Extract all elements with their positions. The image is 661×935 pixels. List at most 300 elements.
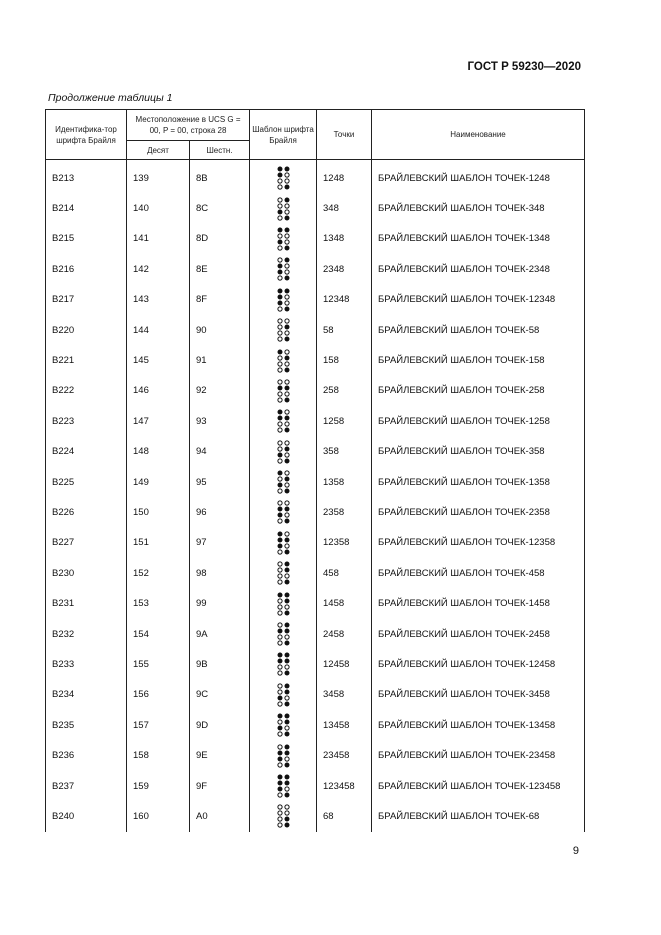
cell-decimal: 142	[127, 254, 190, 284]
braille-dot-flat	[277, 623, 281, 627]
table-row	[46, 558, 585, 588]
braille-dot-raised	[284, 489, 289, 494]
cell-decimal: 145	[127, 345, 190, 375]
braille-dot-flat	[277, 702, 281, 706]
braille-glyph-icon	[277, 561, 290, 585]
braille-dot-flat	[277, 380, 281, 384]
cell-name: БРАЙЛЕВСКИЙ ШАБЛОН ТОЧЕК-123458	[372, 771, 585, 801]
braille-dot-raised	[277, 410, 282, 415]
cell-braille-pattern	[250, 649, 317, 679]
braille-dot-flat	[284, 234, 288, 238]
braille-glyph-icon	[277, 166, 290, 190]
cell-hex: 8D	[190, 224, 250, 254]
braille-dot-raised	[277, 787, 282, 792]
table-row	[46, 740, 585, 770]
braille-dot-raised	[277, 714, 282, 719]
braille-dot-flat	[284, 331, 288, 335]
braille-dot-raised	[284, 610, 289, 615]
braille-dot-raised	[284, 385, 289, 390]
cell-braille-pattern	[250, 588, 317, 618]
cell-hex: 95	[190, 467, 250, 497]
cell-decimal: 150	[127, 497, 190, 527]
cell-name: БРАЙЛЕВСКИЙ ШАБЛОН ТОЧЕК-2348	[372, 254, 585, 284]
braille-dot-raised	[284, 367, 289, 372]
braille-dot-raised	[284, 337, 289, 342]
braille-dot-flat	[284, 574, 288, 578]
cell-hex: 9B	[190, 649, 250, 679]
braille-dot-flat	[277, 489, 281, 493]
braille-dot-raised	[284, 288, 289, 293]
header-hex: Шестн.	[190, 141, 250, 160]
cell-identifier: B220	[46, 315, 127, 345]
braille-dot-flat	[277, 331, 281, 335]
braille-dot-flat	[277, 307, 281, 311]
braille-dot-flat	[277, 720, 281, 724]
braille-dot-raised	[284, 519, 289, 524]
braille-dot-flat	[277, 325, 281, 329]
braille-dot-raised	[284, 629, 289, 634]
braille-dot-raised	[277, 756, 282, 761]
cell-braille-pattern	[250, 467, 317, 497]
braille-dot-raised	[284, 446, 289, 451]
cell-dots: 358	[317, 437, 372, 467]
braille-glyph-icon	[277, 713, 290, 737]
braille-dot-raised	[284, 276, 289, 281]
braille-dot-raised	[284, 507, 289, 512]
braille-dot-flat	[277, 447, 281, 451]
cell-hex: 9C	[190, 680, 250, 710]
cell-decimal: 154	[127, 619, 190, 649]
braille-dot-raised	[277, 695, 282, 700]
table-row	[46, 467, 585, 497]
cell-dots: 1458	[317, 588, 372, 618]
braille-dot-raised	[277, 452, 282, 457]
cell-name: БРАЙЛЕВСКИЙ ШАБЛОН ТОЧЕК-348	[372, 193, 585, 223]
cell-dots: 458	[317, 558, 372, 588]
cell-name: БРАЙЛЕВСКИЙ ШАБЛОН ТОЧЕК-1348	[372, 224, 585, 254]
cell-identifier: B231	[46, 588, 127, 618]
cell-identifier: B232	[46, 619, 127, 649]
cell-braille-pattern	[250, 497, 317, 527]
braille-dot-raised	[284, 568, 289, 573]
braille-dot-flat	[284, 453, 288, 457]
braille-glyph-icon	[277, 804, 290, 828]
cell-hex: 97	[190, 528, 250, 558]
braille-dot-flat	[277, 361, 281, 365]
braille-dot-raised	[284, 306, 289, 311]
cell-braille-pattern	[250, 345, 317, 375]
cell-name: БРАЙЛЕВСКИЙ ШАБЛОН ТОЧЕК-58	[372, 315, 585, 345]
braille-dot-raised	[284, 683, 289, 688]
braille-dot-raised	[284, 428, 289, 433]
cell-identifier: B237	[46, 771, 127, 801]
braille-dot-raised	[284, 714, 289, 719]
cell-hex: 99	[190, 588, 250, 618]
braille-dot-raised	[277, 294, 282, 299]
table-row	[46, 497, 585, 527]
braille-dot-flat	[284, 264, 288, 268]
cell-dots: 258	[317, 376, 372, 406]
cell-identifier: B215	[46, 224, 127, 254]
cell-identifier: B216	[46, 254, 127, 284]
cell-decimal: 151	[127, 528, 190, 558]
cell-braille-pattern	[250, 224, 317, 254]
cell-decimal: 149	[127, 467, 190, 497]
braille-dot-raised	[284, 592, 289, 597]
header-dots: Точки	[317, 110, 372, 160]
header-ucs-location: Местоположение в UCS G = 00, P = 00, строка 28	[127, 110, 250, 141]
braille-dot-raised	[284, 167, 289, 172]
cell-braille-pattern	[250, 254, 317, 284]
cell-name: БРАЙЛЕВСКИЙ ШАБЛОН ТОЧЕК-2458	[372, 619, 585, 649]
cell-identifier: B221	[46, 345, 127, 375]
cell-hex: 96	[190, 497, 250, 527]
braille-dot-raised	[284, 762, 289, 767]
cell-hex: 94	[190, 437, 250, 467]
table-row	[46, 224, 585, 254]
braille-dot-raised	[284, 793, 289, 798]
cell-braille-pattern	[250, 710, 317, 740]
cell-decimal: 157	[127, 710, 190, 740]
cell-identifier: B240	[46, 801, 127, 831]
cell-hex: 9E	[190, 740, 250, 770]
braille-dot-raised	[277, 227, 282, 232]
table-row	[46, 680, 585, 710]
cell-decimal: 147	[127, 406, 190, 436]
cell-hex: 90	[190, 315, 250, 345]
cell-dots: 2348	[317, 254, 372, 284]
braille-dot-flat	[284, 605, 288, 609]
braille-dot-flat	[277, 763, 281, 767]
braille-dot-flat	[277, 355, 281, 359]
cell-braille-pattern	[250, 160, 317, 194]
braille-glyph-icon	[277, 197, 290, 221]
braille-dot-flat	[277, 477, 281, 481]
cell-name: БРАЙЛЕВСКИЙ ШАБЛОН ТОЧЕК-12358	[372, 528, 585, 558]
braille-dot-raised	[284, 641, 289, 646]
cell-braille-pattern	[250, 285, 317, 315]
cell-dots: 68	[317, 801, 372, 831]
braille-dot-raised	[284, 397, 289, 402]
cell-identifier: B233	[46, 649, 127, 679]
header-name: Наименование	[372, 110, 585, 160]
braille-dot-raised	[277, 653, 282, 658]
cell-dots: 2358	[317, 497, 372, 527]
braille-dot-raised	[277, 775, 282, 780]
braille-dot-flat	[284, 471, 288, 475]
braille-dot-raised	[284, 549, 289, 554]
table-row	[46, 801, 585, 831]
cell-identifier: B224	[46, 437, 127, 467]
braille-dot-flat	[284, 380, 288, 384]
cell-name: БРАЙЛЕВСКИЙ ШАБЛОН ТОЧЕК-12458	[372, 649, 585, 679]
braille-dot-raised	[284, 781, 289, 786]
cell-braille-pattern	[250, 315, 317, 345]
cell-name: БРАЙЛЕВСКИЙ ШАБЛОН ТОЧЕК-3458	[372, 680, 585, 710]
braille-dot-flat	[277, 276, 281, 280]
braille-dot-raised	[284, 197, 289, 202]
braille-dot-flat	[284, 209, 288, 213]
braille-dot-raised	[277, 726, 282, 731]
braille-dot-flat	[277, 428, 281, 432]
braille-dot-raised	[284, 823, 289, 828]
cell-hex: 9A	[190, 619, 250, 649]
braille-glyph-icon	[277, 592, 290, 616]
cell-braille-pattern	[250, 740, 317, 770]
cell-identifier: B222	[46, 376, 127, 406]
braille-dot-raised	[284, 659, 289, 664]
cell-decimal: 158	[127, 740, 190, 770]
braille-dot-flat	[277, 568, 281, 572]
cell-hex: 8E	[190, 254, 250, 284]
cell-name: БРАЙЛЕВСКИЙ ШАБЛОН ТОЧЕК-1458	[372, 588, 585, 618]
braille-dot-flat	[277, 246, 281, 250]
braille-dot-raised	[277, 483, 282, 488]
braille-dot-raised	[284, 580, 289, 585]
braille-dot-raised	[284, 325, 289, 330]
braille-glyph-icon	[277, 683, 290, 707]
braille-glyph-icon	[277, 288, 290, 312]
braille-dot-flat	[284, 757, 288, 761]
braille-glyph-icon	[277, 622, 290, 646]
cell-braille-pattern	[250, 406, 317, 436]
cell-decimal: 146	[127, 376, 190, 406]
braille-dot-raised	[277, 471, 282, 476]
cell-name: БРАЙЛЕВСКИЙ ШАБЛОН ТОЧЕК-23458	[372, 740, 585, 770]
cell-dots: 348	[317, 193, 372, 223]
braille-glyph-icon	[277, 349, 290, 373]
braille-dot-flat	[277, 580, 281, 584]
braille-dot-flat	[284, 726, 288, 730]
braille-glyph-icon	[277, 379, 290, 403]
table-row	[46, 285, 585, 315]
braille-dot-raised	[284, 185, 289, 190]
cell-decimal: 143	[127, 285, 190, 315]
braille-dot-raised	[284, 623, 289, 628]
table-row	[46, 710, 585, 740]
braille-dot-flat	[277, 459, 281, 463]
braille-dot-raised	[277, 750, 282, 755]
cell-hex: 9F	[190, 771, 250, 801]
braille-dot-flat	[277, 823, 281, 827]
braille-dot-flat	[284, 240, 288, 244]
braille-dot-raised	[277, 300, 282, 305]
cell-name: БРАЙЛЕВСКИЙ ШАБЛОН ТОЧЕК-2358	[372, 497, 585, 527]
cell-dots: 1348	[317, 224, 372, 254]
table-continuation-caption: Продолжение таблицы 1	[48, 92, 173, 104]
cell-braille-pattern	[250, 771, 317, 801]
cell-dots: 23458	[317, 740, 372, 770]
cell-decimal: 155	[127, 649, 190, 679]
cell-braille-pattern	[250, 437, 317, 467]
braille-glyph-icon	[277, 318, 290, 342]
braille-pattern-table	[45, 109, 585, 832]
cell-name: БРАЙЛЕВСКИЙ ШАБЛОН ТОЧЕК-458	[372, 558, 585, 588]
braille-dot-flat	[284, 501, 288, 505]
braille-dot-raised	[284, 750, 289, 755]
braille-dot-raised	[284, 537, 289, 542]
cell-hex: 92	[190, 376, 250, 406]
braille-dot-flat	[277, 671, 281, 675]
cell-dots: 58	[317, 315, 372, 345]
cell-hex: 91	[190, 345, 250, 375]
table-row	[46, 193, 585, 223]
cell-dots: 1248	[317, 160, 372, 194]
braille-dot-raised	[284, 701, 289, 706]
cell-name: БРАЙЛЕВСКИЙ ШАБЛОН ТОЧЕК-358	[372, 437, 585, 467]
braille-dot-raised	[284, 775, 289, 780]
cell-name: БРАЙЛЕВСКИЙ ШАБЛОН ТОЧЕК-12348	[372, 285, 585, 315]
cell-braille-pattern	[250, 376, 317, 406]
table-row	[46, 406, 585, 436]
braille-dot-flat	[277, 501, 281, 505]
braille-dot-raised	[277, 629, 282, 634]
cell-dots: 3458	[317, 680, 372, 710]
braille-dot-flat	[277, 805, 281, 809]
braille-dot-raised	[284, 562, 289, 567]
cell-dots: 123458	[317, 771, 372, 801]
cell-braille-pattern	[250, 619, 317, 649]
table-row	[46, 528, 585, 558]
braille-dot-raised	[277, 543, 282, 548]
braille-dot-flat	[277, 745, 281, 749]
cell-decimal: 160	[127, 801, 190, 831]
table-row	[46, 771, 585, 801]
braille-glyph-icon	[277, 531, 290, 555]
braille-dot-raised	[277, 288, 282, 293]
braille-dot-raised	[284, 732, 289, 737]
cell-decimal: 144	[127, 315, 190, 345]
braille-dot-flat	[277, 611, 281, 615]
braille-dot-raised	[284, 258, 289, 263]
braille-dot-raised	[284, 416, 289, 421]
header-braille-pattern: Шаблон шрифта Брайля	[250, 110, 317, 160]
standard-designation: ГОСТ Р 59230—2020	[467, 61, 581, 73]
braille-dot-raised	[277, 349, 282, 354]
braille-glyph-icon	[277, 470, 290, 494]
cell-identifier: B213	[46, 160, 127, 194]
braille-dot-flat	[284, 301, 288, 305]
cell-name: БРАЙЛЕВСКИЙ ШАБЛОН ТОЧЕК-68	[372, 801, 585, 831]
braille-dot-raised	[284, 598, 289, 603]
braille-glyph-icon	[277, 257, 290, 281]
braille-glyph-icon	[277, 440, 290, 464]
braille-dot-flat	[277, 811, 281, 815]
braille-dot-flat	[277, 817, 281, 821]
cell-hex: 93	[190, 406, 250, 436]
braille-dot-flat	[284, 811, 288, 815]
braille-dot-flat	[284, 483, 288, 487]
cell-decimal: 141	[127, 224, 190, 254]
table-row	[46, 345, 585, 375]
braille-glyph-icon	[277, 744, 290, 768]
braille-dot-flat	[284, 392, 288, 396]
cell-dots: 158	[317, 345, 372, 375]
cell-name: БРАЙЛЕВСКИЙ ШАБЛОН ТОЧЕК-158	[372, 345, 585, 375]
braille-dot-raised	[277, 239, 282, 244]
braille-dot-flat	[277, 690, 281, 694]
cell-decimal: 152	[127, 558, 190, 588]
cell-identifier: B227	[46, 528, 127, 558]
braille-dot-raised	[277, 537, 282, 542]
cell-dots: 13458	[317, 710, 372, 740]
braille-dot-flat	[277, 519, 281, 523]
cell-identifier: B225	[46, 467, 127, 497]
braille-dot-raised	[284, 671, 289, 676]
braille-dot-raised	[284, 720, 289, 725]
braille-dot-flat	[277, 793, 281, 797]
table-row	[46, 160, 585, 194]
braille-dot-raised	[284, 227, 289, 232]
braille-dot-flat	[277, 641, 281, 645]
braille-dot-flat	[277, 422, 281, 426]
header-identifier: Идентифика-тор шрифта Брайля	[46, 110, 127, 160]
table-row	[46, 254, 585, 284]
braille-dot-raised	[284, 477, 289, 482]
page-number: 9	[572, 845, 579, 857]
braille-dot-flat	[277, 392, 281, 396]
braille-dot-raised	[284, 817, 289, 822]
braille-dot-flat	[277, 319, 281, 323]
cell-dots: 2458	[317, 619, 372, 649]
cell-hex: 8F	[190, 285, 250, 315]
braille-dot-flat	[284, 441, 288, 445]
cell-decimal: 156	[127, 680, 190, 710]
table-row	[46, 315, 585, 345]
braille-dot-raised	[277, 531, 282, 536]
cell-decimal: 139	[127, 160, 190, 194]
cell-braille-pattern	[250, 193, 317, 223]
braille-dot-flat	[284, 787, 288, 791]
braille-dot-flat	[277, 197, 281, 201]
braille-glyph-icon	[277, 500, 290, 524]
braille-dot-flat	[284, 422, 288, 426]
braille-dot-raised	[277, 264, 282, 269]
braille-dot-raised	[277, 173, 282, 178]
cell-decimal: 153	[127, 588, 190, 618]
braille-dot-flat	[284, 410, 288, 414]
braille-dot-raised	[284, 245, 289, 250]
braille-dot-flat	[277, 684, 281, 688]
cell-dots: 1258	[317, 406, 372, 436]
cell-name: БРАЙЛЕВСКИЙ ШАБЛОН ТОЧЕК-1358	[372, 467, 585, 497]
cell-decimal: 159	[127, 771, 190, 801]
cell-hex: 98	[190, 558, 250, 588]
table-row	[46, 649, 585, 679]
braille-glyph-icon	[277, 652, 290, 676]
braille-dot-flat	[277, 665, 281, 669]
cell-identifier: B236	[46, 740, 127, 770]
cell-dots: 12458	[317, 649, 372, 679]
braille-glyph-icon	[277, 409, 290, 433]
braille-dot-flat	[277, 398, 281, 402]
braille-dot-flat	[284, 635, 288, 639]
braille-dot-flat	[277, 337, 281, 341]
cell-hex: 8B	[190, 160, 250, 194]
cell-name: БРАЙЛЕВСКИЙ ШАБЛОН ТОЧЕК-13458	[372, 710, 585, 740]
braille-dot-flat	[277, 574, 281, 578]
braille-dot-flat	[284, 513, 288, 517]
braille-glyph-icon	[277, 227, 290, 251]
braille-dot-flat	[277, 258, 281, 262]
braille-dot-flat	[277, 550, 281, 554]
braille-dot-flat	[284, 532, 288, 536]
cell-dots: 1358	[317, 467, 372, 497]
braille-dot-flat	[284, 295, 288, 299]
cell-name: БРАЙЛЕВСКИЙ ШАБЛОН ТОЧЕК-258	[372, 376, 585, 406]
braille-dot-flat	[277, 215, 281, 219]
braille-dot-raised	[277, 592, 282, 597]
